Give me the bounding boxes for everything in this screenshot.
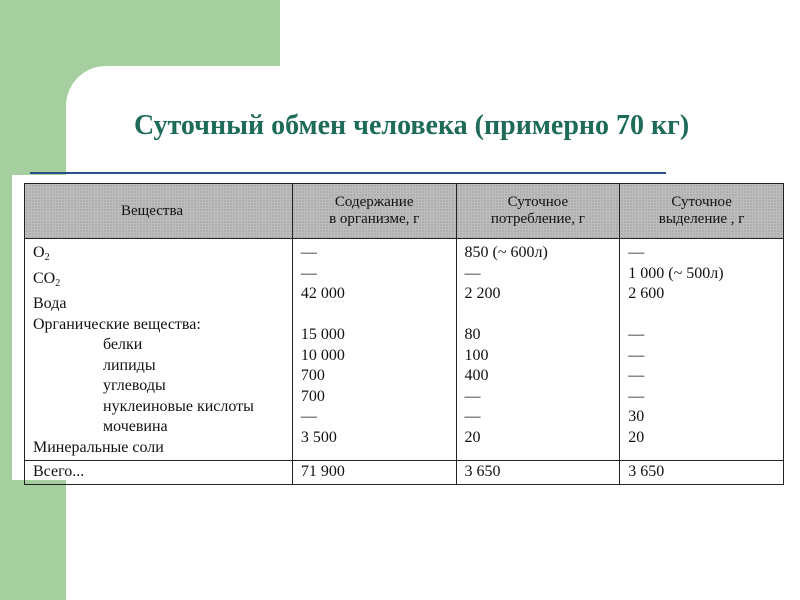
header-output-line2: выделение , г: [658, 211, 745, 227]
output-co2: 1 000 (~ 500л): [628, 264, 724, 282]
substance-carbohydrates: углеводы: [103, 377, 166, 394]
content-proteins: 15 000: [300, 326, 345, 343]
intake-nucleic-acids: —: [464, 387, 481, 405]
content-o2: —: [300, 244, 317, 261]
metabolism-table: [24, 183, 784, 485]
header-content-line1: Содержание: [334, 194, 414, 210]
intake-urea: —: [464, 408, 481, 425]
output-nucleic-acids: —: [628, 387, 645, 405]
substance-organic: Органические вещества:: [33, 315, 201, 333]
table-header-row: [25, 184, 784, 239]
output-column: [620, 239, 784, 461]
header-content-line2: в организме, г: [329, 211, 420, 227]
total-intake: 3 650: [456, 461, 620, 485]
content-minerals: 3 500: [300, 428, 337, 446]
substance-co2-symbol: CO: [33, 269, 56, 287]
intake-carbohydrates: 400: [464, 367, 489, 384]
header-intake: [456, 184, 620, 239]
output-o2: —: [628, 244, 645, 261]
slide-title: Суточный обмен человека (примерно 70 кг): [134, 110, 690, 141]
substance-nucleic-acids: нуклеиновые кислоты: [103, 397, 254, 415]
total-content: 71 900: [292, 461, 456, 485]
intake-water: 2 200: [464, 285, 501, 302]
substance-lipids: липиды: [103, 356, 156, 374]
header-substances: [25, 184, 293, 239]
header-intake-line2: потребление, г: [490, 211, 585, 227]
content-column: [292, 239, 456, 461]
content-urea: —: [300, 408, 317, 425]
intake-column: [456, 239, 620, 461]
substance-water: Вода: [33, 295, 67, 312]
substances-column: [25, 239, 293, 461]
output-organic: [628, 305, 775, 326]
substance-o2-symbol: O: [33, 244, 45, 261]
output-urea: 30: [628, 408, 645, 425]
content-lipids: 10 000: [300, 346, 345, 364]
substance-o2-subscript: 2: [44, 252, 50, 263]
output-water: 2 600: [628, 285, 665, 302]
substance-proteins: белки: [103, 336, 143, 353]
header-intake-line1: Суточное: [507, 194, 569, 210]
substance-minerals: Минеральные соли: [33, 438, 164, 456]
output-proteins: —: [628, 326, 645, 343]
content-co2: —: [300, 264, 317, 282]
substance-urea: мочевина: [103, 418, 168, 435]
title-underline: [30, 172, 666, 174]
intake-lipids: 100: [464, 346, 489, 364]
substance-co2: [33, 269, 284, 295]
output-minerals: 20: [628, 428, 645, 446]
intake-organic: [465, 305, 612, 326]
total-label: Всего...: [25, 461, 293, 485]
output-carbohydrates: —: [628, 367, 645, 384]
content-water: 42 000: [300, 285, 345, 302]
header-substances-label: Вещества: [121, 202, 183, 219]
intake-minerals: 20: [464, 428, 481, 446]
substance-o2: [33, 243, 284, 269]
header-output: [620, 184, 784, 239]
output-lipids: —: [628, 346, 645, 364]
content-nucleic-acids: 700: [300, 387, 325, 405]
total-output: 3 650: [620, 461, 784, 485]
intake-o2: 850 (~ 600л): [464, 244, 548, 261]
intake-proteins: 80: [464, 326, 481, 343]
substance-co2-subscript: 2: [55, 277, 61, 289]
intake-co2: —: [464, 264, 481, 282]
table-total-row: [25, 461, 784, 485]
content-organic: [301, 305, 448, 326]
table-body-row: [25, 239, 784, 461]
header-output-line1: Суточное: [671, 194, 732, 210]
content-carbohydrates: 700: [300, 367, 325, 384]
header-content: [292, 184, 456, 239]
